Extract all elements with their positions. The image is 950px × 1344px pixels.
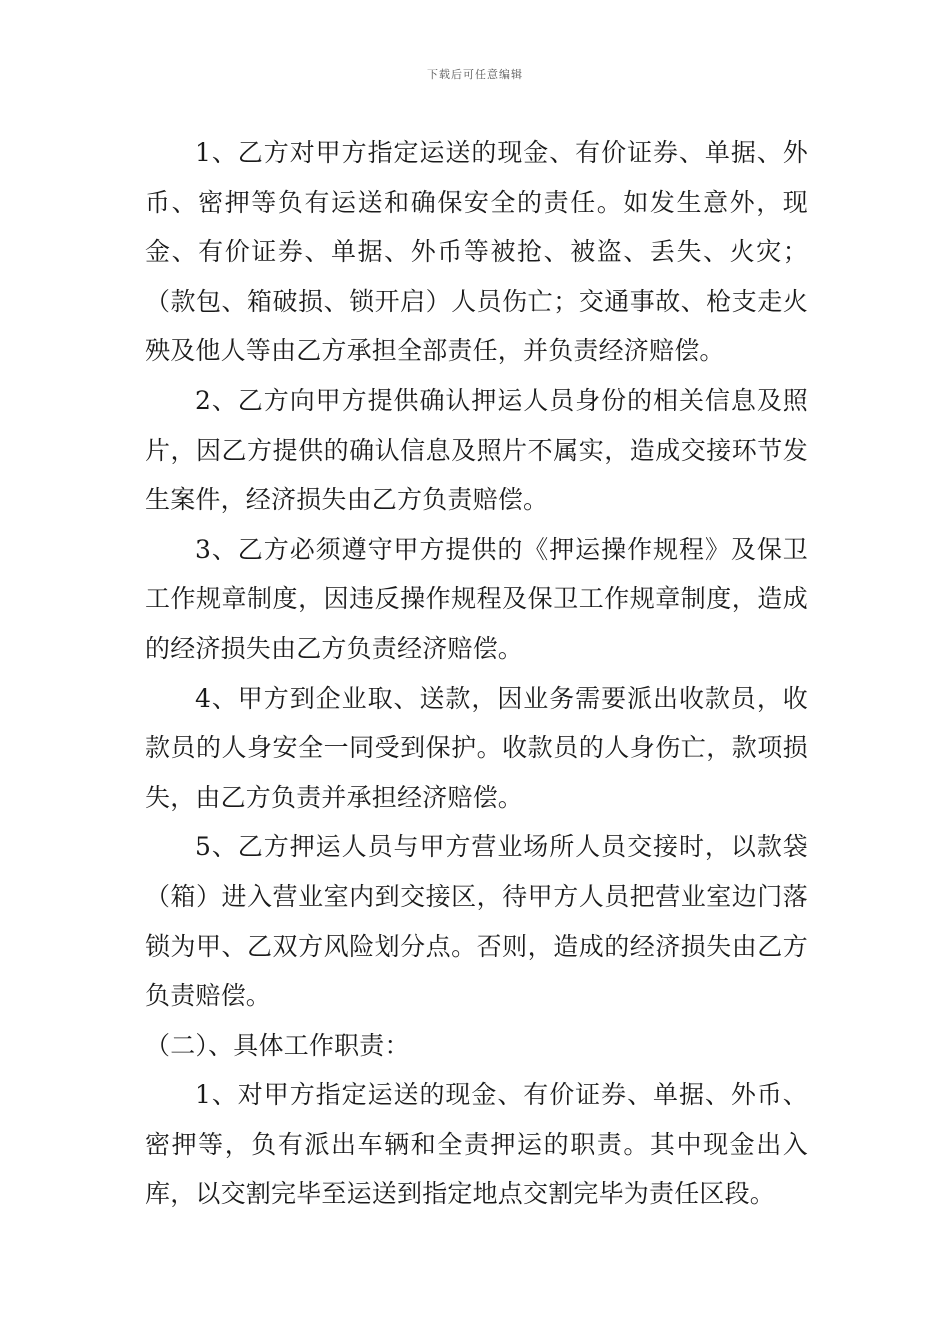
duty-1-paragraph: 1、对甲方指定运送的现金、有价证券、单据、外币、密押等，负有派出车辆和全责押运的职责。其中现金出入库，以交割完毕至运送到指定地点交割完毕为责任区段。 xyxy=(145,1080,808,1209)
clause-1-paragraph: 1、乙方对甲方指定运送的现金、有价证券、单据、外币、密押等负有运送和确保安全的责任。如发生意外，现金、有价证券、单据、外币等被抢、被盗、丢失、火灾；（款包、箱破损、锁开启）人员伤亡；交通事故、枪支走火殃及他人等由乙方承担全部责任，并负责经济赔偿。 xyxy=(145,138,808,366)
document-body xyxy=(145,128,808,1219)
clause-4-paragraph: 4、甲方到企业取、送款，因业务需要派出收款员，收款员的人身安全一同受到保护。收款员的人身伤亡，款项损失，由乙方负责并承担经济赔偿。 xyxy=(145,683,808,812)
clause-3-paragraph: 3、乙方必须遵守甲方提供的《押运操作规程》及保卫工作规章制度，因违反操作规程及保卫工作规章制度，造成的经济损失由乙方负责经济赔偿。 xyxy=(145,534,808,663)
section-heading: （二）、具体工作职责： xyxy=(145,1030,410,1060)
clause-2-paragraph: 2、乙方向甲方提供确认押运人员身份的相关信息及照片，因乙方提供的确认信息及照片不属实，造成交接环节发生案件，经济损失由乙方负责赔偿。 xyxy=(145,385,808,515)
page-header-note: 下载后可任意编辑 xyxy=(427,68,523,81)
clause-5-paragraph: 5、乙方押运人员与甲方营业场所人员交接时，以款袋（箱）进入营业室内到交接区，待甲方人员把营业室边门落锁为甲、乙双方风险划分点。否则，造成的经济损失由乙方负责赔偿。 xyxy=(145,832,808,1011)
